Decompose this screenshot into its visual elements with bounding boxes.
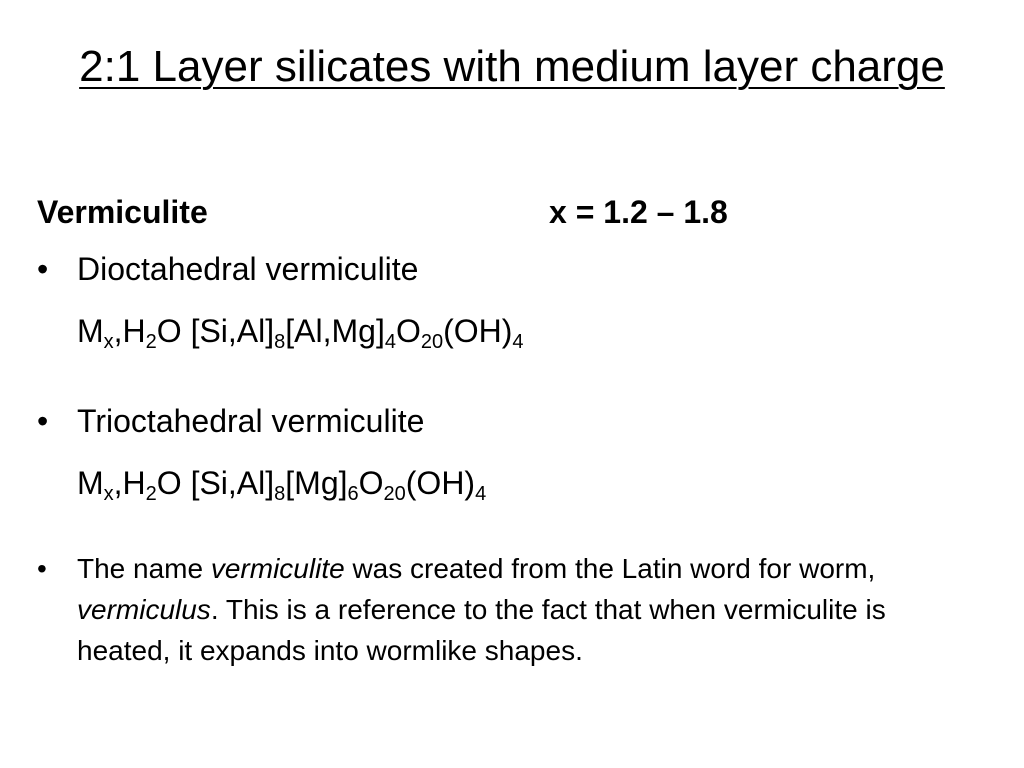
formula-subscript: x (103, 331, 114, 353)
formula-subscript: 4 (475, 483, 487, 505)
note-italic-vermiculite: vermiculite (210, 553, 345, 584)
formula-text: (OH) (443, 313, 513, 349)
formula-dioctahedral (77, 311, 524, 351)
note-text (77, 548, 967, 671)
formula-text: M (77, 313, 104, 349)
formula-text: [Mg] (285, 465, 348, 501)
formula-text: O (395, 313, 421, 349)
mineral-name-heading: Vermiculite (37, 194, 208, 230)
formula-subscript: 8 (274, 483, 286, 505)
bullet-icon: • (37, 251, 49, 287)
layer-charge-range: x = 1.2 – 1.8 (549, 194, 728, 230)
note-part-3: . This is a reference to the fact that when vermiculite is heated, it expands into wormlike shapes. (77, 594, 886, 666)
formula-subscript: 6 (347, 483, 359, 505)
formula-trioctahedral (77, 463, 486, 503)
note-italic-vermiculus: vermiculus (77, 594, 211, 625)
formula-subscript: 2 (145, 483, 157, 505)
formula-subscript: 4 (384, 331, 396, 353)
formula-text: O [Si,Al] (156, 313, 275, 349)
formula-text: [Al,Mg] (285, 313, 385, 349)
note-part-2: was created from the Latin word for worm, (344, 553, 876, 584)
bullet-icon: • (37, 403, 49, 439)
note-part-1: The name (77, 553, 211, 584)
bullet-label: Dioctahedral vermiculite (77, 251, 419, 287)
formula-subscript: 20 (383, 483, 406, 505)
formula-text: O (358, 465, 384, 501)
formula-text: O [Si,Al] (156, 465, 275, 501)
formula-text: ,H (113, 465, 146, 501)
formula-subscript: 20 (420, 331, 444, 353)
formula-subscript: 8 (274, 331, 286, 353)
formula-subscript: 4 (512, 331, 524, 353)
bullet-label: Trioctahedral vermiculite (77, 403, 425, 439)
formula-text: M (77, 465, 104, 501)
bullet-icon: • (37, 553, 47, 584)
formula-text: ,H (113, 313, 146, 349)
formula-subscript: x (103, 483, 114, 505)
slide-title: 2:1 Layer silicates with medium layer charge (79, 42, 945, 91)
formula-subscript: 2 (145, 331, 157, 353)
formula-text: (OH) (405, 465, 476, 501)
etymology-note (37, 548, 967, 671)
